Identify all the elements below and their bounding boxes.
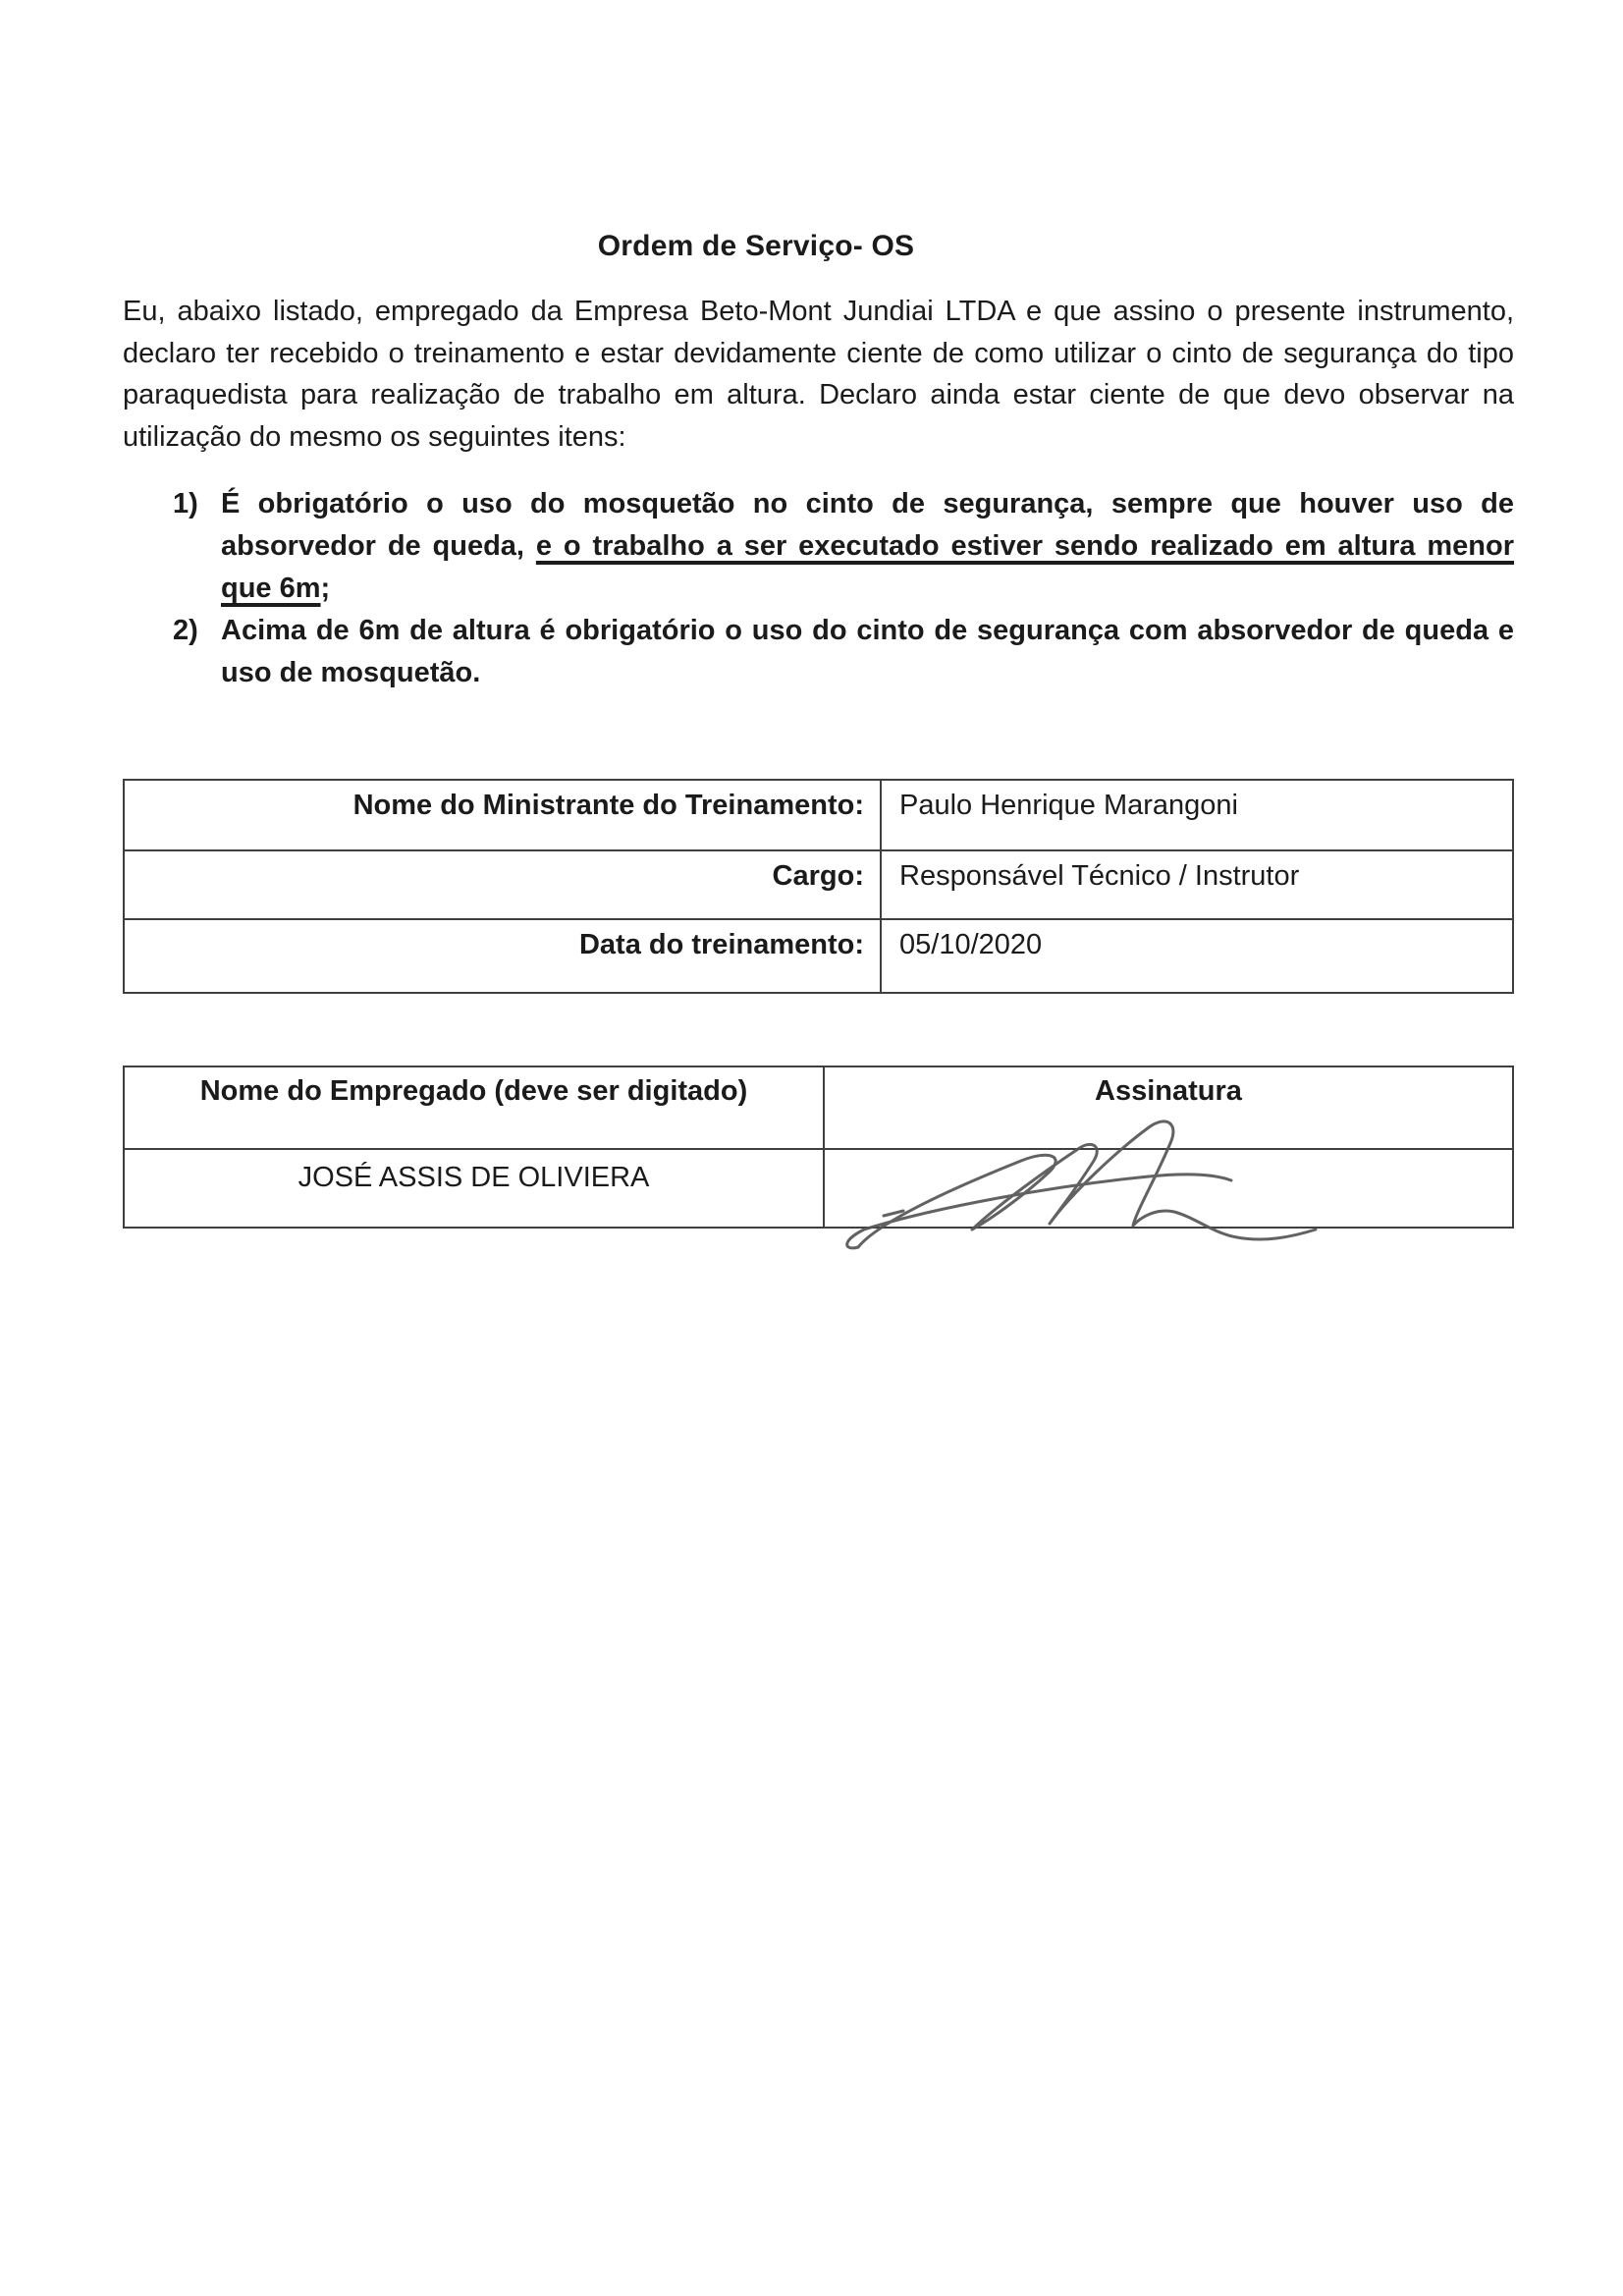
employee-name-value: JOSÉ ASSIS DE OLIVIERA [298, 1162, 650, 1193]
list-item-1 [173, 483, 1514, 610]
list-item-number: 1) [173, 488, 198, 519]
list-item-2 [173, 610, 1514, 694]
training-date-value: 05/10/2020 [880, 920, 1512, 992]
list-item-text-plain: É obrigatório o uso do mosquetão no cinto de segurança, sempre que houver uso de absorvedor de queda, [221, 488, 1514, 562]
list-item-number: 2) [173, 615, 198, 646]
list-item-text-underlined: e o trabalho a ser executado estiver sendo realizado em altura menor que 6m [221, 530, 1514, 604]
employee-signature-table [123, 1066, 1514, 1229]
signature-header: Assinatura [823, 1067, 1512, 1150]
trainer-name-value: Paulo Henrique Marangoni [880, 781, 1512, 851]
employee-name-header: Nome do Empregado (deve ser digitado) [125, 1067, 823, 1150]
list-item-text-suffix: ; [320, 573, 331, 604]
trainer-role-label: Cargo: [125, 851, 880, 920]
signature-cell [823, 1150, 1512, 1227]
obligations-list [173, 483, 1514, 694]
intro-paragraph: Eu, abaixo listado, empregado da Empresa Beto-Mont Jundiai LTDA e que assino o presente instrumento, declaro ter recebido o treinamento e estar devidamente ciente de como utilizar o cinto de segurança do tipo paraquedista para realização de trabalho em altura. Declaro ainda estar ciente de que devo observar na utilização do mesmo os seguintes itens: [123, 296, 1514, 453]
list-item-text [221, 610, 1514, 694]
training-info-table [123, 779, 1514, 994]
list-item-text [221, 483, 1514, 610]
trainer-role-value: Responsável Técnico / Instrutor [880, 851, 1512, 920]
trainer-name-label: Nome do Ministrante do Treinamento: [125, 781, 880, 851]
training-date-label: Data do treinamento: [578, 929, 864, 960]
page-title: Ordem de Serviço- OS [597, 230, 915, 262]
list-item-text-plain: Acima de 6m de altura é obrigatório o uso do cinto de segurança com absorvedor de queda e uso de mosquetão. [221, 615, 1514, 688]
